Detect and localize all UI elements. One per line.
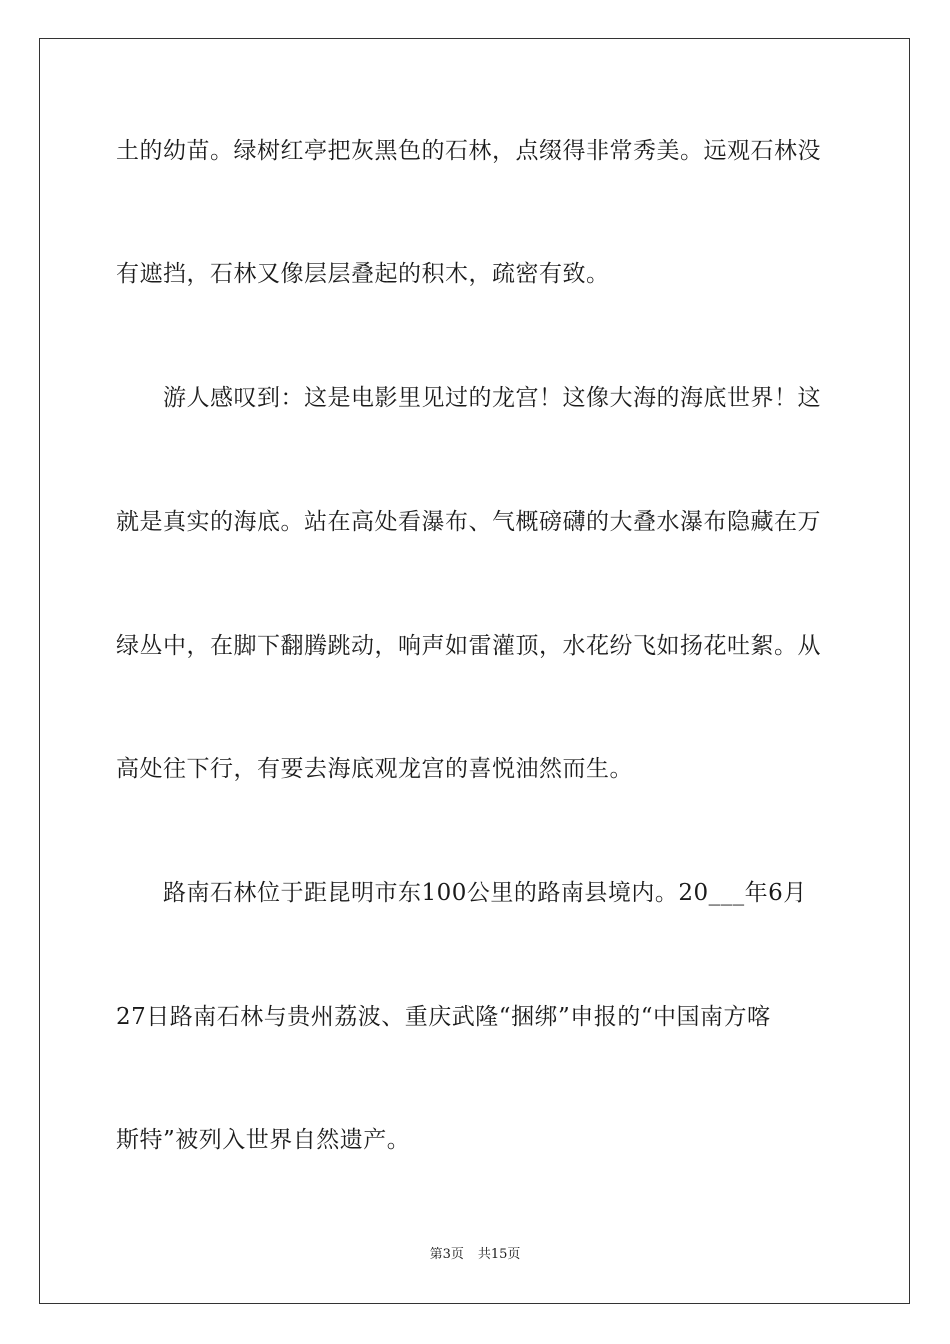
page-border <box>39 38 910 1304</box>
text-line-3: 游人感叹到：这是电影里见过的龙宫！这像大海的海底世界！这 <box>116 385 821 411</box>
text-line-7: 路南石林位于距昆明市东100公里的路南县境内。20___年6月 <box>116 880 807 906</box>
page-number-total: 共15页 <box>477 1247 521 1262</box>
text-line-8: 27日路南石林与贵州荔波、重庆武隆“捆绑”申报的“中国南方喀 <box>116 1004 771 1030</box>
text-line-9: 斯特”被列入世界自然遗产。 <box>116 1127 411 1153</box>
text-line-6: 高处往下行，有要去海底观龙宫的喜悦油然而生。 <box>116 756 633 782</box>
text-line-4: 就是真实的海底。站在高处看瀑布、气概磅礴的大叠水瀑布隐藏在万 <box>116 509 821 535</box>
page-footer <box>0 1246 950 1264</box>
text-line-2: 有遮挡，石林又像层层叠起的积木，疏密有致。 <box>116 261 610 287</box>
text-line-5: 绿丛中，在脚下翻腾跳动，响声如雷灌顶，水花纷飞如扬花吐絮。从 <box>116 633 821 659</box>
text-line-1: 土的幼苗。绿树红亭把灰黑色的石林，点缀得非常秀美。远观石林没 <box>116 138 821 164</box>
page-number-current: 第3页 <box>429 1247 464 1262</box>
